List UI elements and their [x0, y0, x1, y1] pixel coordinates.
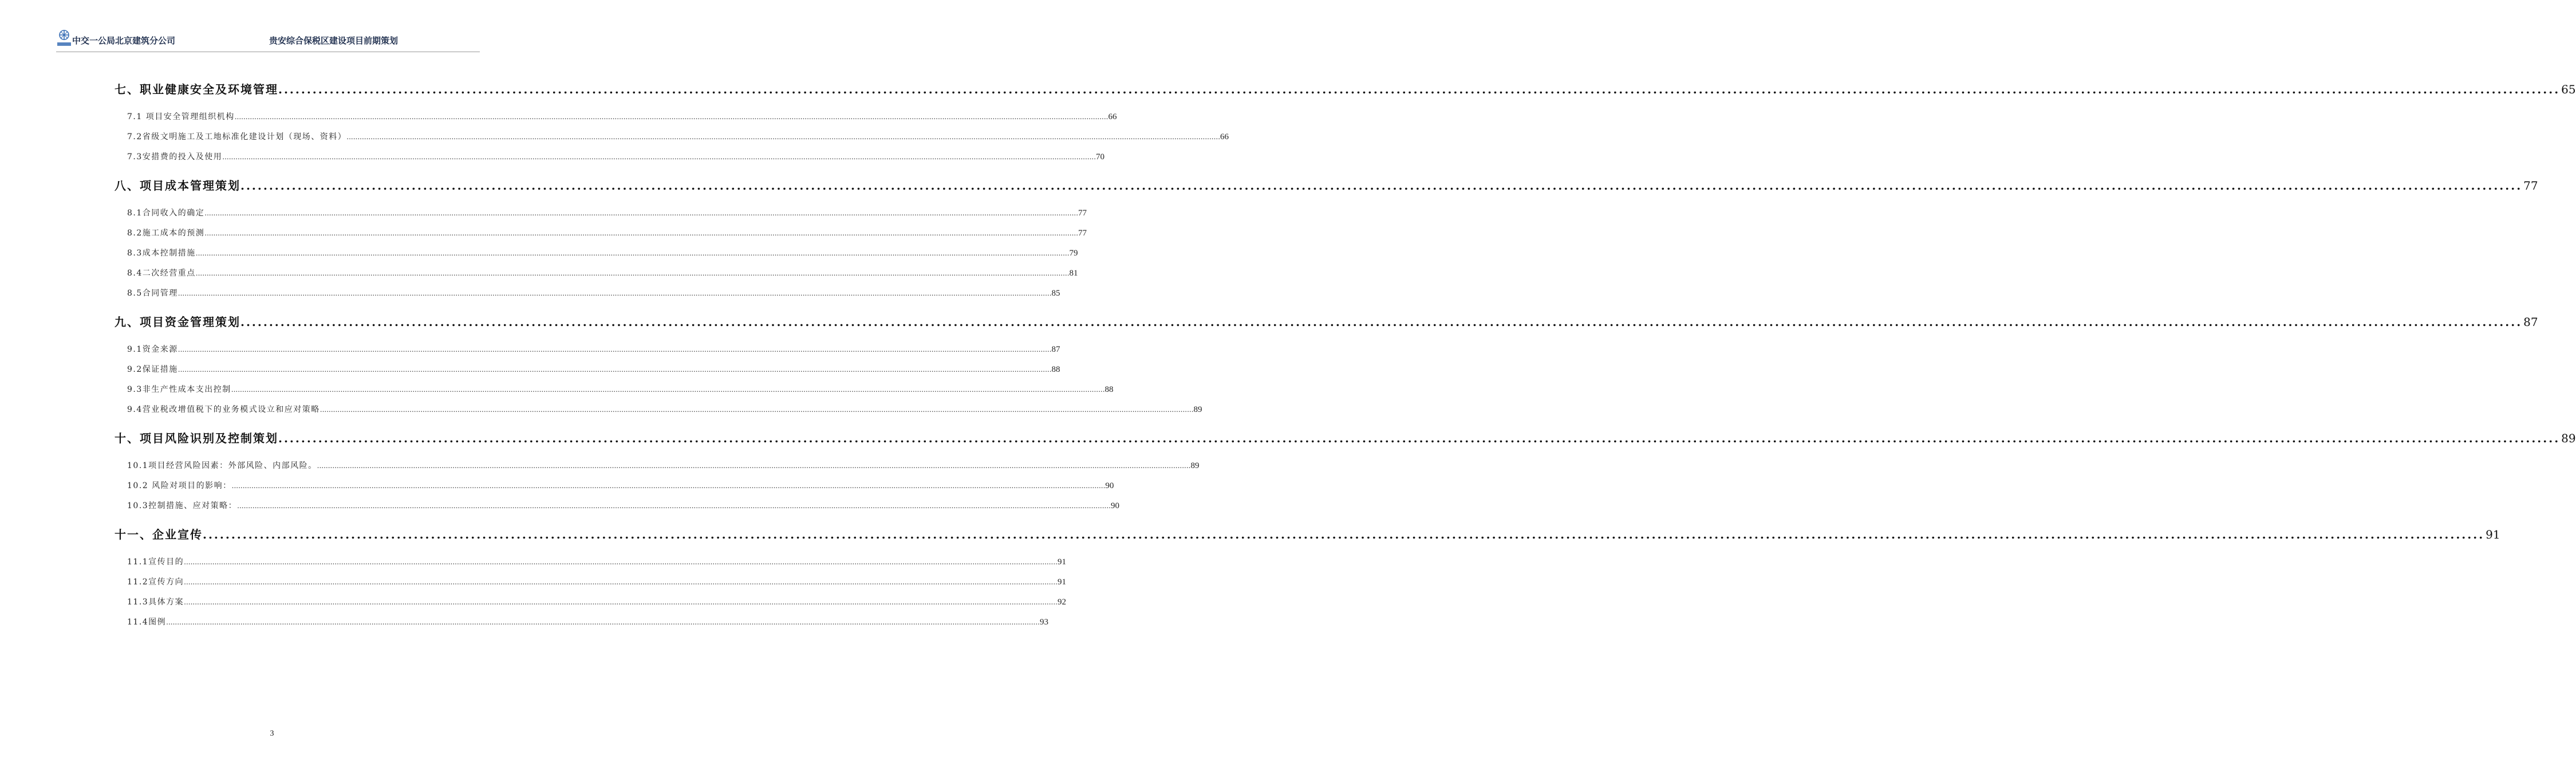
- toc-section-entry[interactable]: [127, 459, 1200, 471]
- toc-section-entry[interactable]: [127, 383, 1114, 395]
- toc-entry-title: 十一、企业宣传: [115, 528, 203, 541]
- toc-page-number: 91: [1057, 578, 1066, 587]
- toc-page-number: 91: [1057, 557, 1066, 567]
- toc-page-number: 65: [2561, 82, 2576, 96]
- toc-page-number: 87: [2523, 315, 2538, 329]
- toc-page-number: 77: [1078, 209, 1087, 218]
- dot-leader: ................................................................................................................................................................................................................................................................................................................................................................................................................: [231, 386, 1105, 394]
- toc-section-entry[interactable]: [127, 596, 1066, 607]
- toc-entry-title: 11.3具体方案: [127, 598, 184, 607]
- dot-leader: ................................................................................................................................................................................................................................................................................................................................................................................................................: [240, 179, 2523, 192]
- company-name: 中交一公局北京建筑分公司: [72, 36, 176, 46]
- toc-entry-title: 9.4营业税改增值税下的业务模式设立和应对策略: [127, 405, 320, 414]
- toc-page-number: 89: [2561, 431, 2576, 445]
- page-number: 3: [270, 729, 274, 738]
- toc-section-entry[interactable]: [127, 363, 1060, 375]
- toc-chapter-entry[interactable]: [115, 525, 2500, 541]
- toc-section-entry[interactable]: [127, 480, 1114, 491]
- dot-leader: ................................................................................................................................................................................................................................................................................................................................................................................................................: [231, 482, 1106, 490]
- toc-entry-title: 11.1宣传目的: [127, 557, 184, 567]
- toc-section-entry[interactable]: [127, 343, 1060, 355]
- toc-section-entry[interactable]: [127, 207, 1087, 218]
- toc-page-number: 89: [1190, 461, 1200, 470]
- toc-page-number: 87: [1051, 345, 1060, 354]
- dot-leader: ................................................................................................................................................................................................................................................................................................................................................................................................................: [319, 406, 1194, 414]
- dot-leader: ................................................................................................................................................................................................................................................................................................................................................................................................................: [166, 618, 1040, 626]
- dot-leader: ................................................................................................................................................................................................................................................................................................................................................................................................................: [203, 528, 2485, 541]
- toc-chapter-entry[interactable]: [115, 80, 2576, 96]
- dot-leader: ................................................................................................................................................................................................................................................................................................................................................................................................................: [222, 153, 1096, 161]
- toc-section-entry[interactable]: [127, 403, 1202, 415]
- toc-chapter-entry[interactable]: [115, 429, 2576, 445]
- dot-leader: ................................................................................................................................................................................................................................................................................................................................................................................................................: [184, 598, 1058, 606]
- toc-entry-title: 七、职业健康安全及环境管理: [115, 82, 278, 96]
- dot-leader: ................................................................................................................................................................................................................................................................................................................................................................................................................: [195, 269, 1070, 277]
- toc-page-number: 88: [1051, 365, 1060, 374]
- toc-page-number: 81: [1069, 269, 1078, 278]
- dot-leader: ................................................................................................................................................................................................................................................................................................................................................................................................................: [317, 462, 1191, 470]
- toc-entry-title: 7.1 项目安全管理组织机构: [127, 112, 235, 121]
- dot-leader: ................................................................................................................................................................................................................................................................................................................................................................................................................: [177, 345, 1052, 353]
- dot-leader: ................................................................................................................................................................................................................................................................................................................................................................................................................: [237, 502, 1111, 510]
- dot-leader: ................................................................................................................................................................................................................................................................................................................................................................................................................: [234, 113, 1108, 121]
- toc-entry-title: 9.1资金来源: [127, 345, 178, 354]
- dot-leader: ................................................................................................................................................................................................................................................................................................................................................................................................................: [346, 133, 1221, 141]
- dot-leader: ................................................................................................................................................................................................................................................................................................................................................................................................................: [184, 558, 1058, 566]
- toc-entry-title: 8.5合同管理: [127, 289, 178, 298]
- toc-section-entry[interactable]: [127, 287, 1060, 298]
- toc-entry-title: 11.2宣传方向: [127, 578, 184, 587]
- dot-leader: ................................................................................................................................................................................................................................................................................................................................................................................................................: [177, 289, 1052, 297]
- toc-page-number: 91: [2486, 528, 2500, 541]
- toc-entry-title: 8.3成本控制措施: [127, 249, 196, 258]
- toc-page-number: 93: [1039, 618, 1048, 627]
- toc-chapter-entry[interactable]: [115, 313, 2538, 329]
- toc-section-entry[interactable]: [127, 576, 1066, 587]
- toc-section-entry[interactable]: [127, 111, 1117, 122]
- dot-leader: ................................................................................................................................................................................................................................................................................................................................................................................................................: [278, 431, 2561, 445]
- document-title: 贵安综合保税区建设项目前期策划: [269, 36, 399, 46]
- toc-page-number: 70: [1096, 152, 1105, 162]
- toc-entry-title: 10.1项目经营风险因素：外部风险、内部风险。: [127, 461, 317, 470]
- toc-entry-title: 八、项目成本管理策划: [115, 179, 240, 192]
- toc-entry-title: 8.4二次经营重点: [127, 269, 196, 278]
- dot-leader: ................................................................................................................................................................................................................................................................................................................................................................................................................: [278, 82, 2561, 96]
- toc-entry-title: 8.1合同收入的确定: [127, 209, 205, 218]
- toc-entry-title: 10.3控制措施、应对策略：: [127, 501, 238, 510]
- toc-page-number: 88: [1104, 385, 1114, 394]
- toc-page-number: 85: [1051, 289, 1060, 298]
- toc-chapter-entry[interactable]: [115, 176, 2538, 192]
- toc-page-number: 66: [1220, 132, 1229, 142]
- toc-entry-title: 10.2 风险对项目的影响：: [127, 481, 232, 490]
- dot-leader: ................................................................................................................................................................................................................................................................................................................................................................................................................: [177, 366, 1052, 374]
- dot-leader: ................................................................................................................................................................................................................................................................................................................................................................................................................: [184, 578, 1058, 586]
- toc-page-number: 90: [1105, 481, 1114, 490]
- toc-entry-title: 7.3安措费的投入及使用: [127, 152, 223, 162]
- toc-section-entry[interactable]: [127, 616, 1048, 627]
- toc-entry-title: 11.4图例: [127, 618, 167, 627]
- toc-section-entry[interactable]: [127, 247, 1078, 258]
- toc-section-entry[interactable]: [127, 267, 1078, 278]
- toc-entry-title: 8.2施工成本的预测: [127, 229, 205, 238]
- toc-entry-title: 十、项目风险识别及控制策划: [115, 431, 278, 445]
- toc-page-number: 79: [1069, 249, 1078, 258]
- toc-entry-title: 7.2省级文明施工及工地标准化建设计划（现场、资料）: [127, 132, 347, 142]
- toc-page-number: 77: [2523, 179, 2538, 192]
- toc-page-number: 77: [1078, 229, 1087, 238]
- toc-entry-title: 9.2保证措施: [127, 365, 178, 374]
- toc-entry-title: 9.3非生产性成本支出控制: [127, 385, 231, 394]
- toc-section-entry[interactable]: [127, 151, 1105, 162]
- dot-leader: ................................................................................................................................................................................................................................................................................................................................................................................................................: [240, 315, 2523, 329]
- toc-section-entry[interactable]: [127, 131, 1229, 142]
- dot-leader: ................................................................................................................................................................................................................................................................................................................................................................................................................: [204, 229, 1079, 237]
- toc-page-number: 90: [1110, 501, 1119, 510]
- toc-page-number: 89: [1193, 405, 1202, 414]
- dot-leader: ................................................................................................................................................................................................................................................................................................................................................................................................................: [204, 209, 1079, 217]
- toc-section-entry[interactable]: [127, 227, 1087, 238]
- toc-page-number: 92: [1057, 598, 1066, 607]
- toc-entry-title: 九、项目资金管理策划: [115, 315, 240, 329]
- toc-page-number: 66: [1108, 112, 1117, 121]
- toc-section-entry[interactable]: [127, 500, 1119, 511]
- dot-leader: ................................................................................................................................................................................................................................................................................................................................................................................................................: [195, 249, 1070, 257]
- toc-section-entry[interactable]: [127, 556, 1066, 567]
